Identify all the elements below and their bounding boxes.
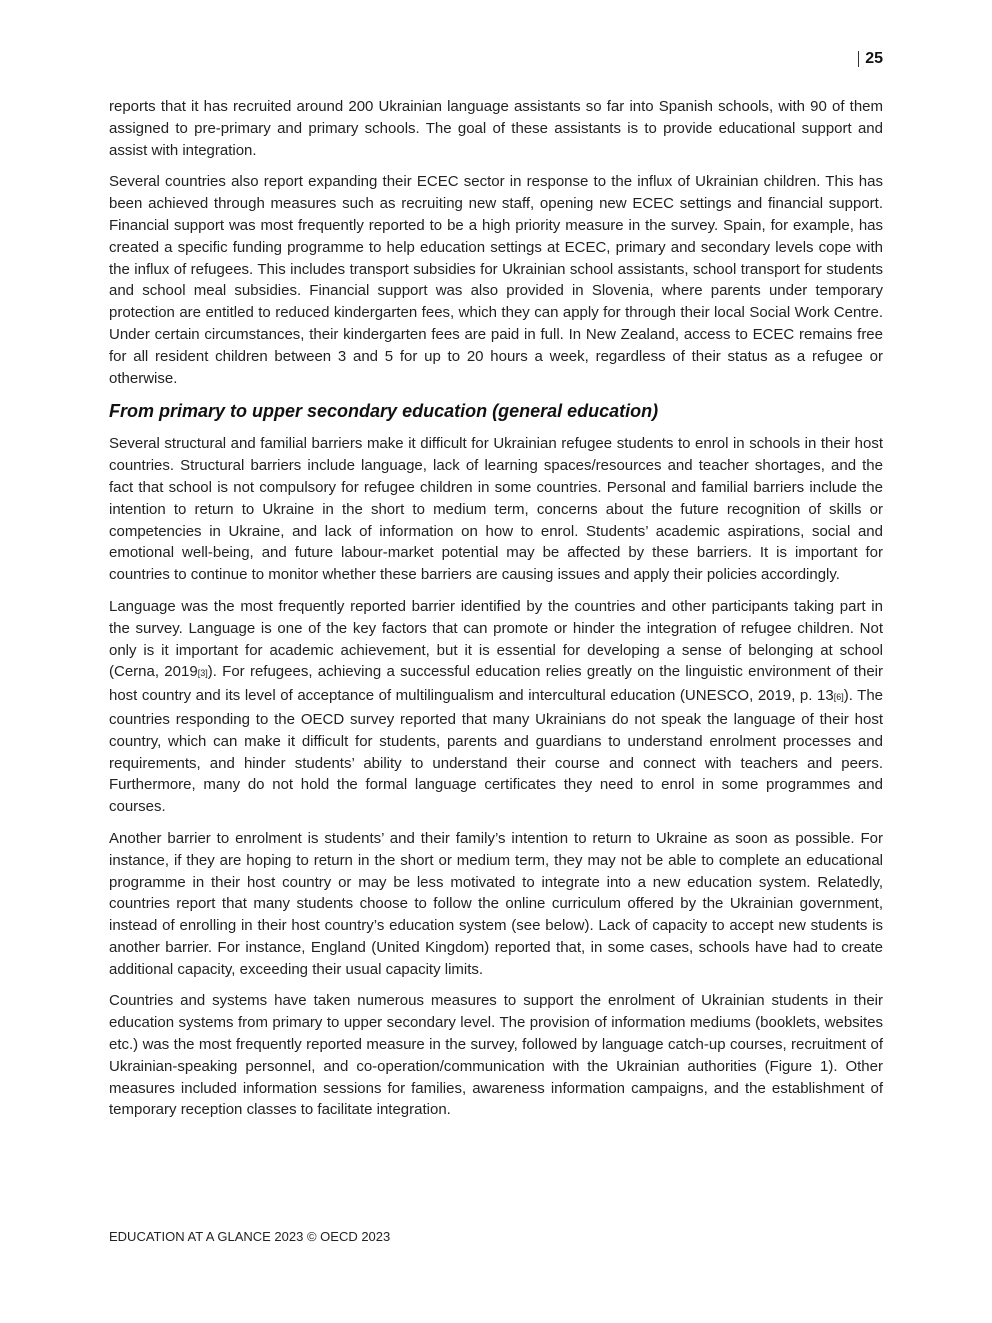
paragraph-barriers: Several structural and familial barriers make it difficult for Ukrainian refugee students to enrol in schools in their host countries. Structural barriers include language, lack of learning spaces/resources and teacher shortages, and the fact that school is not compulsory for refugee children in some countries. Personal and familial barriers include the intention to return to Ukraine in the short to medium term, concerns about the future recognition of skills or competencies in Ukraine, and lack of information on how to enrol. Students’ academic aspirations, social and emotional well-being, and future labour-market potential may be affected by these barriers. It is important for countries to continue to monitor whether these barriers are causing issues and apply their policies accordingly. — [109, 435, 883, 584]
paragraph-spanish-assistants: reports that it has recruited around 200 Ukrainian language assistants so far into Spanish schools, with 90 of them assigned to pre-primary and primary schools. The goal of these assistants is to provide educational support and assist with integration. — [109, 98, 883, 159]
paragraph-ecec-expansion: Several countries also report expanding their ECEC sector in response to the influx of Ukrainian children. This has been achieved through measures such as recruiting new staff, opening new ECEC settings and financial support. Financial support was most frequently reported to be a high priority measure in the survey. Spain, for example, has created a specific funding programme to help education settings at ECEC, primary and secondary levels cope with the influx of refugees. This includes transport subsidies for Ukrainian school assistants, school transport for students and school meal subsidies. Financial support was also provided in Slovenia, where parents under temporary protection are entitled to reduced kindergarten fees, which they can apply for through their local Social Work Centre. Under certain circumstances, their kindergarten fees are paid in full. In New Zealand, access to ECEC remains free for all resident children between 3 and 5 for up to 20 hours a week, regardless of their status as a refugee or otherwise. — [109, 173, 883, 387]
reference-link[interactable]: [6] — [833, 692, 844, 703]
body-content — [109, 96, 883, 1131]
page-number-value: 25 — [865, 50, 883, 67]
paragraph-return-intention: Another barrier to enrolment is students’ and their family’s intention to return to Ukraine as soon as possible. For instance, if they are hoping to return in the short or medium term, they may not be able to complete an educational programme in their host country or may be less motivated to integrate into a new education system. Relatedly, countries report that many students choose to follow the online curriculum offered by the Ukrainian government, instead of enrolling in their host country’s education system (see below). Lack of capacity to accept new students is another barrier. For instance, England (United Kingdom) reported that, in some cases, schools have had to create additional capacity, exceeding their usual capacity limits. — [109, 829, 883, 978]
page-footer: EDUCATION AT A GLANCE 2023 © OECD 2023 — [109, 1229, 391, 1244]
paragraph-text: ). For refugees, achieving a successful education relies greatly on the linguistic environment of their host country and its level of acceptance of multilingualism and intercultural education (UNESCO, 2019, p. 13 — [109, 663, 883, 705]
paragraph-enrolment-measures: Countries and systems have taken numerous measures to support the enrolment of Ukrainian students in their education systems from primary to upper secondary level. The provision of information mediums (booklets, websites etc.) was the most frequently reported measure in the survey, followed by language catch-up courses, recruitment of Ukrainian-speaking personnel, and co-operation/communication with the Ukrainian authorities (Figure 1). Other measures included information sessions for families, awareness information campaigns, and the establishment of temporary reception classes to facilitate integration. — [109, 992, 883, 1119]
section-heading: From primary to upper secondary education (general education) — [109, 401, 659, 422]
page-number-divider — [858, 51, 859, 67]
paragraph-text: ). The countries responding to the OECD survey reported that many Ukrainians do not speak the language of their host country, which can make it difficult for students, parents and guardians to understand enrolment processes and requirements, and hinder students’ ability to understand their course and connect with teachers and peers. Furthermore, many do not hold the formal language certificates they need to enrol in some programmes and courses. — [109, 687, 884, 816]
page-number — [858, 50, 883, 68]
paragraph-language-barrier — [109, 596, 883, 818]
reference-link[interactable]: [3] — [197, 668, 208, 679]
paragraph-text: Language was the most frequently reported barrier identified by the countries and other participants taking part in the survey. Language is one of the key factors that can promote or hinder the integration of refugee children. Not only is it important for academic achievement, but it is essential for developing a sense of belonging at school (Cerna, 2019 — [109, 597, 883, 681]
